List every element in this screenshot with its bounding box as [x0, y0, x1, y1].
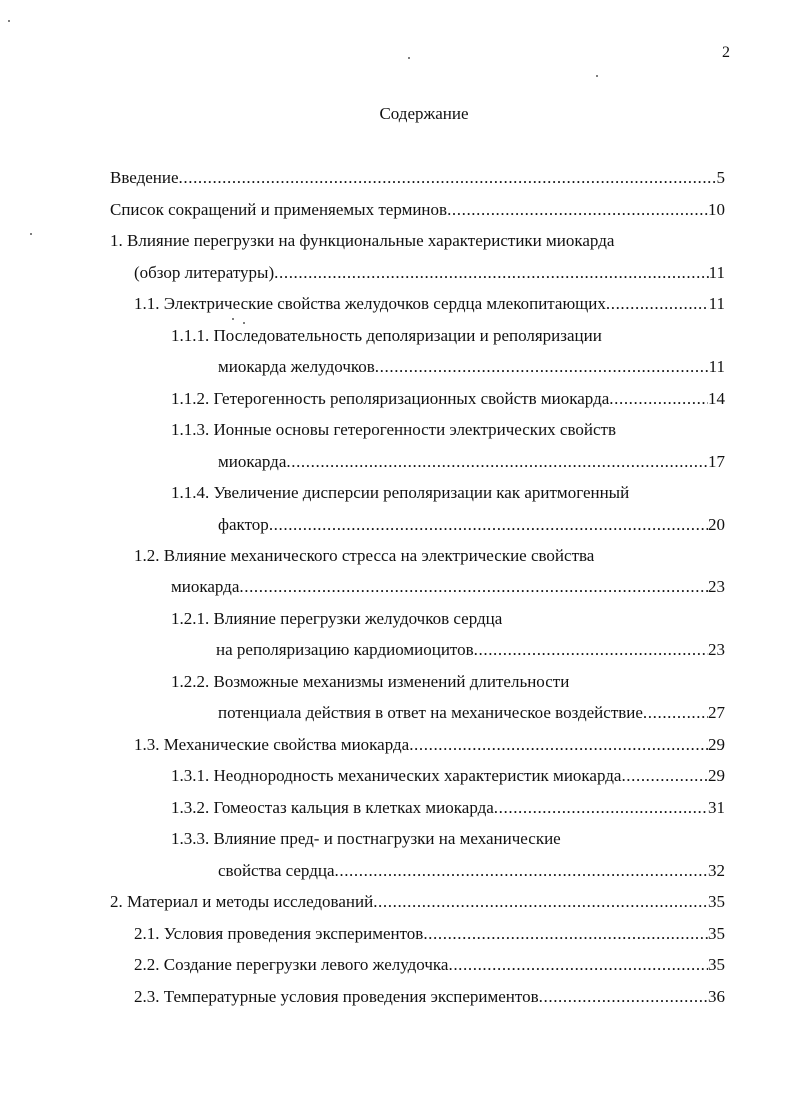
toc-entry — [218, 514, 725, 536]
toc-entry-label: 1.1. Электрические свойства желудочков сердца млекопитающих — [134, 294, 606, 313]
toc-entry-label: 2. Материал и методы исследований — [110, 892, 374, 911]
toc-entry-label: 1. Влияние перегрузки на функциональные характеристики миокарда — [110, 231, 615, 250]
toc-entry-page: 23 — [708, 640, 725, 659]
scan-speck — [243, 322, 245, 324]
toc-entry-page: 31 — [708, 798, 725, 817]
toc-leader-dots — [494, 797, 708, 819]
toc-entry-label: 2.3. Температурные условия проведения экспериментов — [134, 987, 539, 1006]
toc-entry-label: (обзор литературы) — [134, 263, 275, 282]
toc-entry-page: 35 — [708, 892, 725, 911]
toc-entry — [171, 482, 629, 504]
toc-entry-page: 29 — [708, 735, 725, 754]
toc-entry-label: 1.2.2. Возможные механизмы изменений длительности — [171, 672, 570, 691]
toc-leader-dots — [448, 954, 708, 976]
toc-entry-label: миокарда — [171, 577, 240, 596]
toc-entry — [110, 167, 725, 189]
scan-speck — [596, 75, 598, 77]
toc-entry — [218, 860, 725, 882]
toc-entry-page: 5 — [716, 168, 725, 187]
toc-entry — [110, 230, 614, 252]
toc-entry — [171, 671, 569, 693]
toc-entry-page: 11 — [708, 263, 725, 282]
toc-entry-page: 17 — [708, 452, 725, 471]
toc-entry-label: 2.1. Условия проведения экспериментов — [134, 924, 424, 943]
toc-leader-dots — [423, 923, 708, 945]
page-number: 2 — [722, 44, 730, 61]
toc-entry-page: 11 — [708, 357, 725, 376]
toc-leader-dots — [179, 167, 717, 189]
toc-entry-label: 1.1.2. Гетерогенность реполяризационных свойств миокарда — [171, 389, 610, 408]
toc-entry — [171, 576, 725, 598]
toc-entry-label: 1.3. Механические свойства миокарда — [134, 735, 410, 754]
toc-leader-dots — [621, 765, 708, 787]
toc-leader-dots — [375, 356, 709, 378]
toc-entry-label: на реполяризацию кардиомиоцитов — [216, 640, 474, 659]
toc-entry-page: 27 — [708, 703, 725, 722]
toc-entry — [218, 356, 725, 378]
toc-entry-label: миокарда — [218, 452, 287, 471]
toc-leader-dots — [239, 576, 708, 598]
toc-entry-page: 29 — [708, 766, 725, 785]
toc-entry — [216, 639, 725, 661]
toc-leader-dots — [539, 986, 708, 1008]
toc-leader-dots — [269, 514, 708, 536]
toc-entry-label: 1.3.1. Неоднородность механических характеристик миокарда — [171, 766, 622, 785]
toc-entry-label: потенциала действия в ответ на механическое воздействие — [218, 703, 643, 722]
toc-entry — [218, 451, 725, 473]
toc-leader-dots — [474, 639, 708, 661]
toc-entry — [134, 923, 725, 945]
toc-entry-label: 1.1.3. Ионные основы гетерогенности электрических свойств — [171, 420, 616, 439]
toc-entry — [134, 734, 725, 756]
toc-entry-label: 1.1.1. Последовательность деполяризации и реполяризации — [171, 326, 602, 345]
toc-entry — [171, 797, 725, 819]
toc-entry — [171, 608, 502, 630]
toc-entry-page: 35 — [708, 955, 725, 974]
toc-entry-page: 10 — [708, 200, 725, 219]
toc-entry-page: 23 — [708, 577, 725, 596]
toc-entry-label: 1.2.1. Влияние перегрузки желудочков сердца — [171, 609, 503, 628]
toc-leader-dots — [335, 860, 709, 882]
toc-entry — [134, 262, 725, 284]
toc-entry — [134, 545, 594, 567]
toc-entry — [171, 388, 725, 410]
toc-entry-page: 36 — [708, 987, 725, 1006]
toc-entry-label: 1.1.4. Увеличение дисперсии реполяризации как аритмогенный — [171, 483, 630, 502]
toc-entry-label: фактор — [218, 515, 269, 534]
toc-entry — [134, 986, 725, 1008]
toc-entry-label: свойства сердца — [218, 861, 335, 880]
toc-entry — [110, 199, 725, 221]
scan-speck — [232, 318, 234, 320]
toc-entry-label: 1.3.2. Гомеостаз кальция в клетках миокарда — [171, 798, 494, 817]
toc-entry-page: 11 — [708, 294, 725, 313]
toc-entry — [171, 828, 561, 850]
toc-entry-page: 35 — [708, 924, 725, 943]
scan-speck — [408, 57, 410, 59]
toc-entry-label: 1.3.3. Влияние пред- и постнагрузки на механические — [171, 829, 561, 848]
toc-entry — [134, 293, 725, 315]
toc-entry — [171, 419, 616, 441]
toc-leader-dots — [286, 451, 708, 473]
toc-leader-dots — [606, 293, 709, 315]
toc-entry-label: 2.2. Создание перегрузки левого желудочка — [134, 955, 449, 974]
toc-leader-dots — [409, 734, 708, 756]
scan-speck — [30, 233, 32, 235]
toc-entry-label: Введение — [110, 168, 179, 187]
toc-entry — [110, 891, 725, 913]
toc-entry-page: 20 — [708, 515, 725, 534]
toc-entry-label: Список сокращений и применяемых терминов — [110, 200, 448, 219]
toc-entry — [171, 765, 725, 787]
toc-entry-label: миокарда желудочков — [218, 357, 375, 376]
scan-speck — [8, 20, 10, 22]
toc-leader-dots — [447, 199, 708, 221]
toc-entry-page: 32 — [708, 861, 725, 880]
toc-leader-dots — [609, 388, 708, 410]
toc-entry-page: 14 — [708, 389, 725, 408]
toc-entry-label: 1.2. Влияние механического стресса на электрические свойства — [134, 546, 595, 565]
toc-entry — [218, 702, 725, 724]
toc-leader-dots — [373, 891, 708, 913]
toc-entry — [171, 325, 602, 347]
toc-entry — [134, 954, 725, 976]
toc-leader-dots — [274, 262, 708, 284]
page-title: Содержание — [379, 104, 469, 123]
toc-leader-dots — [643, 702, 708, 724]
